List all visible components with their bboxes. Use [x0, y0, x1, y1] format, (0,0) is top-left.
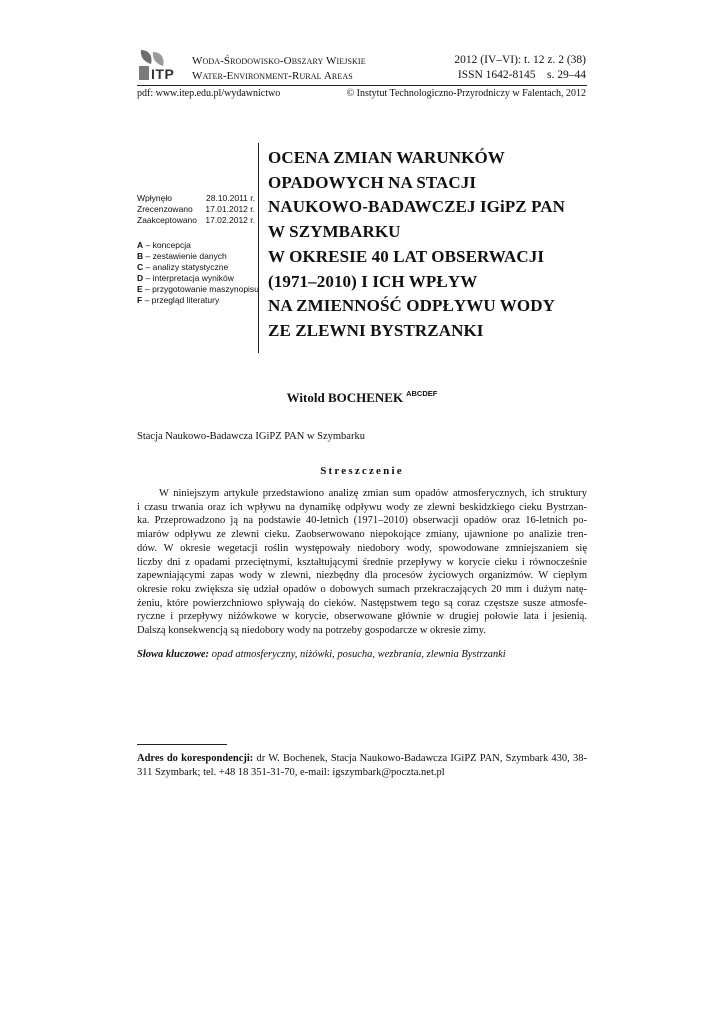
correspondence-footnote	[137, 752, 587, 780]
abstract-line: Dalszą konsekwencją są niedobory wody na potrzeby gospodarcze w okresie zimy.	[137, 625, 486, 637]
author-name: Witold BOCHENEK	[286, 390, 404, 405]
abstract-line: i czasu trwania oraz ich wpływu na dynamikę odpływu wody ze zlewni beskidzkiego cieku Bystrzan-	[137, 501, 587, 513]
abstract-line: żeniu, które powierzchniowo spływają do cieków. Następstwem tego są coraz częstsze susze atmosfe-	[137, 597, 587, 609]
abstract-line: dów. W okresie wegetacji roślin występowały niedobory wody, spowodowane zmniejszaniem się	[137, 542, 587, 554]
header-rule	[137, 85, 587, 86]
submission-dates	[137, 193, 255, 226]
author-roles: ABCDEF	[406, 389, 438, 398]
abstract-line: W niniejszym artykule przedstawiono analizę zmian sum opadów atmosferycznych, ich struktury	[159, 488, 587, 499]
title-line: NAUKOWO-BADAWCZEJ IGiPZ PAN	[268, 197, 566, 217]
journal-title-en: Water-Environment-Rural Areas	[192, 70, 353, 82]
date-row: Zaakceptowano 17.02.2012 r.	[137, 215, 255, 225]
title-line: OCENA ZMIAN WARUNKÓW	[268, 148, 505, 167]
date-row: Zrecenzowano 17.01.2012 r.	[137, 204, 255, 214]
abstract-line: okresie roku zwiększa się udział opadów o dobowych sumach przekraczających 20 mm i dużym natę-	[137, 583, 587, 595]
pdf-link[interactable]: pdf: www.itep.edu.pl/wydawnictwo	[137, 88, 281, 99]
title-line: NA ZMIENNOŚĆ ODPŁYWU WODY	[268, 296, 555, 316]
page-range: s. 29–44	[547, 69, 586, 81]
abstract-line: ka. Przeprowadzono ją na podstawie 40-letnich (1971–2010) obserwacji opadów oraz 16-letnich po-	[137, 515, 587, 527]
abstract-line: miarów odpływu ze zlewni cieku. Zaobserwowano niepokojące zmiany, ujawnione po analizie tren-	[137, 529, 587, 541]
copyright: © Instytut Technologiczno-Przyrodniczy w Falentach, 2012	[346, 88, 586, 99]
title-line: (1971–2010) I ICH WPŁYW	[268, 271, 478, 291]
footnote-rule	[137, 744, 227, 745]
issue-info: 2012 (IV–VI): t. 12 z. 2 (38)	[454, 54, 586, 66]
keywords-text: opad atmosferyczny, niżówki, posucha, wezbrania, zlewnia Bystrzanki	[211, 649, 506, 660]
author	[0, 389, 724, 406]
logo-text: ITP	[151, 66, 175, 82]
contribution-item: B – zestawienie danych	[137, 251, 227, 261]
journal-title-pl: Woda-Środowisko-Obszary Wiejskie	[192, 55, 366, 67]
contribution-item: F – przegląd literatury	[137, 295, 220, 305]
contribution-item: C – analizy statystyczne	[137, 262, 229, 272]
contribution-item: E – przygotowanie maszynopisu	[137, 284, 259, 294]
footnote-text: dr W. Bochenek, Stacja Naukowo-Badawcza IGiPZ PAN, Szymbark 430, 38-311 Szymbark; tel. +48 18 351-31-70, e-mail: igszymbark@poczta.net.pl	[137, 753, 587, 778]
issn-pages	[458, 69, 586, 81]
title-line: OPADOWYCH NA STACJI	[268, 172, 477, 192]
article-title	[268, 146, 588, 344]
abstract-line: ryczne i przepływy niżówkowe w korycie, obserwowane głównie w drugiej połowie lata i jesienią.	[137, 611, 587, 623]
affiliation: Stacja Naukowo-Badawcza IGiPZ PAN w Szymbarku	[137, 431, 365, 442]
abstract-line: zapewniającymi zapas wody w zlewni, niezbędny dla procesów życiowych organizmów. W ciepłym	[137, 570, 587, 582]
date-row: Wpłynęło 28.10.2011 r.	[137, 193, 255, 203]
keywords-label: Słowa kluczowe:	[137, 649, 210, 660]
contribution-item: A – koncepcja	[137, 240, 191, 250]
abstract-heading: Streszczenie	[320, 465, 404, 477]
title-line: W OKRESIE 40 LAT OBSERWACJI	[268, 246, 545, 266]
author-contributions	[137, 240, 261, 306]
title-divider	[258, 143, 259, 353]
issn: ISSN 1642-8145	[457, 69, 536, 81]
title-line: W SZYMBARKU	[268, 222, 401, 242]
footnote-label: Adres do korespondencji:	[137, 753, 254, 764]
keywords	[137, 649, 506, 660]
contribution-item: D – interpretacja wyników	[137, 273, 234, 283]
abstract-line: liczby dni z opadami przeciętnymi, kształtującymi średnie przepływy w korycie cieku i równocześnie	[137, 556, 587, 568]
title-line: ZE ZLEWNI BYSTRZANKI	[268, 320, 484, 340]
abstract-body	[137, 487, 587, 638]
